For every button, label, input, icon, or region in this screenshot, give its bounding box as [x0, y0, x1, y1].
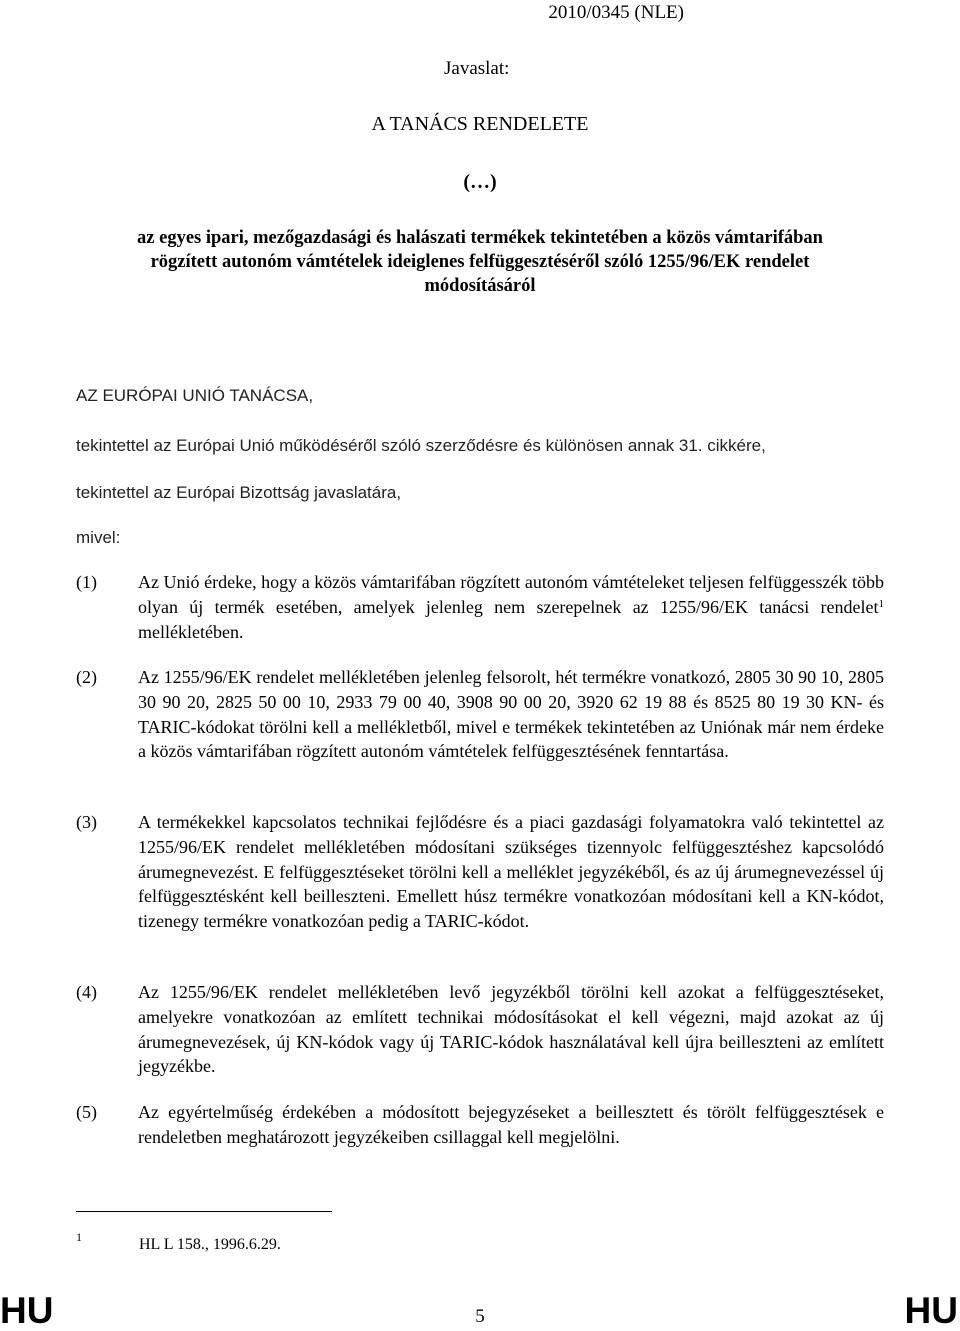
- footer-language-left: HU: [0, 1290, 54, 1331]
- recital-4: [76, 980, 884, 1079]
- footnote-number: 1: [76, 1230, 82, 1244]
- recital-number: (2): [76, 667, 97, 687]
- recital-text: A termékekkel kapcsolatos technikai fejlődésre és a piaci gazdasági folyamatokra való tekintettel az 1255/96/EK rendelet mellékletében módosítani szükséges tizennyolc felfüggesztéshez kapcsolódó árumegnevezést. E felfüggesztéseket törölni kell a melléklet jegyzékéből, és az új árumegnevezéssel új felfüggesztésként kell beilleszteni. Emellett húsz termékre vonatkozóan módosítani kell a KN-kódot, tizenegy termékre vonatkozóan pedig a TARIC-kódot.: [138, 812, 884, 932]
- recital-text: Az Unió érdeke, hogy a közös vámtarifában rögzített autonóm vámtételeket teljesen felfüggesszék több olyan új termék esetében, amelyek jelenleg nem szerepelnek az 1255/96/EK tanácsi rendelet$^1$ mellékletében.: [138, 572, 884, 642]
- footnote-text: HL L 158., 1996.6.29.: [139, 1236, 281, 1253]
- recital-1: [76, 570, 884, 644]
- footnote-reference: 1: [878, 597, 884, 610]
- recital-number: (4): [76, 982, 97, 1002]
- recital-text: Az 1255/96/EK rendelet mellékletében jelenleg felsorolt, hét termékre vonatkozó, 2805 30 90 10, 2805 30 90 20, 2825 50 00 10, 2933 79 00 40, 3908 90 00 20, 3920 62 19 88 és 8525 80 19 30 KN- és TARIC-kódokat törölni kell a mellékletből, mivel e termékek tekintetében az Uniónak már nem érdeke a közös vámtarifában rögzített autonóm vámtételek felfüggesztésének fenntartása.: [138, 667, 884, 762]
- citation-commission: tekintettel az Európai Bizottság javaslatára,: [76, 483, 402, 502]
- footnote-separator: [76, 1211, 332, 1212]
- title-line: módosításáról: [424, 276, 536, 296]
- recital-number: (5): [76, 1102, 97, 1122]
- regulation-title: [0, 226, 960, 298]
- recital-number: (3): [76, 812, 97, 832]
- document-type-heading: A TANÁCS RENDELETE: [371, 113, 589, 135]
- title-line: az egyes ipari, mezőgazdasági és halászati termékek tekintetében a közös vámtarifában: [137, 228, 823, 248]
- footer-language-right: HU: [904, 1290, 958, 1331]
- council-heading: AZ EURÓPAI UNIÓ TANÁCSA,: [76, 386, 314, 405]
- recital-2: [76, 665, 884, 764]
- proposal-label: Javaslat:: [444, 58, 510, 79]
- page-number: 5: [475, 1306, 485, 1327]
- recital-text: Az egyértelműség érdekében a módosított bejegyzéseket a beillesztett és törölt felfüggesztések e rendeletben meghatározott jegyzékeiben csillaggal kell megjelölni.: [138, 1102, 884, 1147]
- recital-3: [76, 810, 884, 934]
- document-reference: 2010/0345 (NLE): [548, 2, 684, 23]
- title-line: rögzített autonóm vámtételek ideiglenes felfüggesztéséről szóló 1255/96/EK rendelet: [150, 252, 810, 272]
- recital-text: Az 1255/96/EK rendelet mellékletében levő jegyzékből törölni kell azokat a felfüggesztéseket, amelyekre vonatkozóan az említett technikai módosításokat el kell végezni, majd azokat az új árumegnevezések, új KN-kódok vagy új TARIC-kódok használatával kell újra beilleszteni az említett jegyzékbe.: [138, 982, 884, 1077]
- whereas-label: mivel:: [76, 528, 121, 547]
- recital-number: (1): [76, 572, 97, 592]
- citation-treaty: tekintettel az Európai Unió működéséről szóló szerződésre és különösen annak 31. cikkére,: [76, 436, 766, 455]
- recital-5: [76, 1100, 884, 1150]
- regulation-number: (…): [463, 171, 497, 193]
